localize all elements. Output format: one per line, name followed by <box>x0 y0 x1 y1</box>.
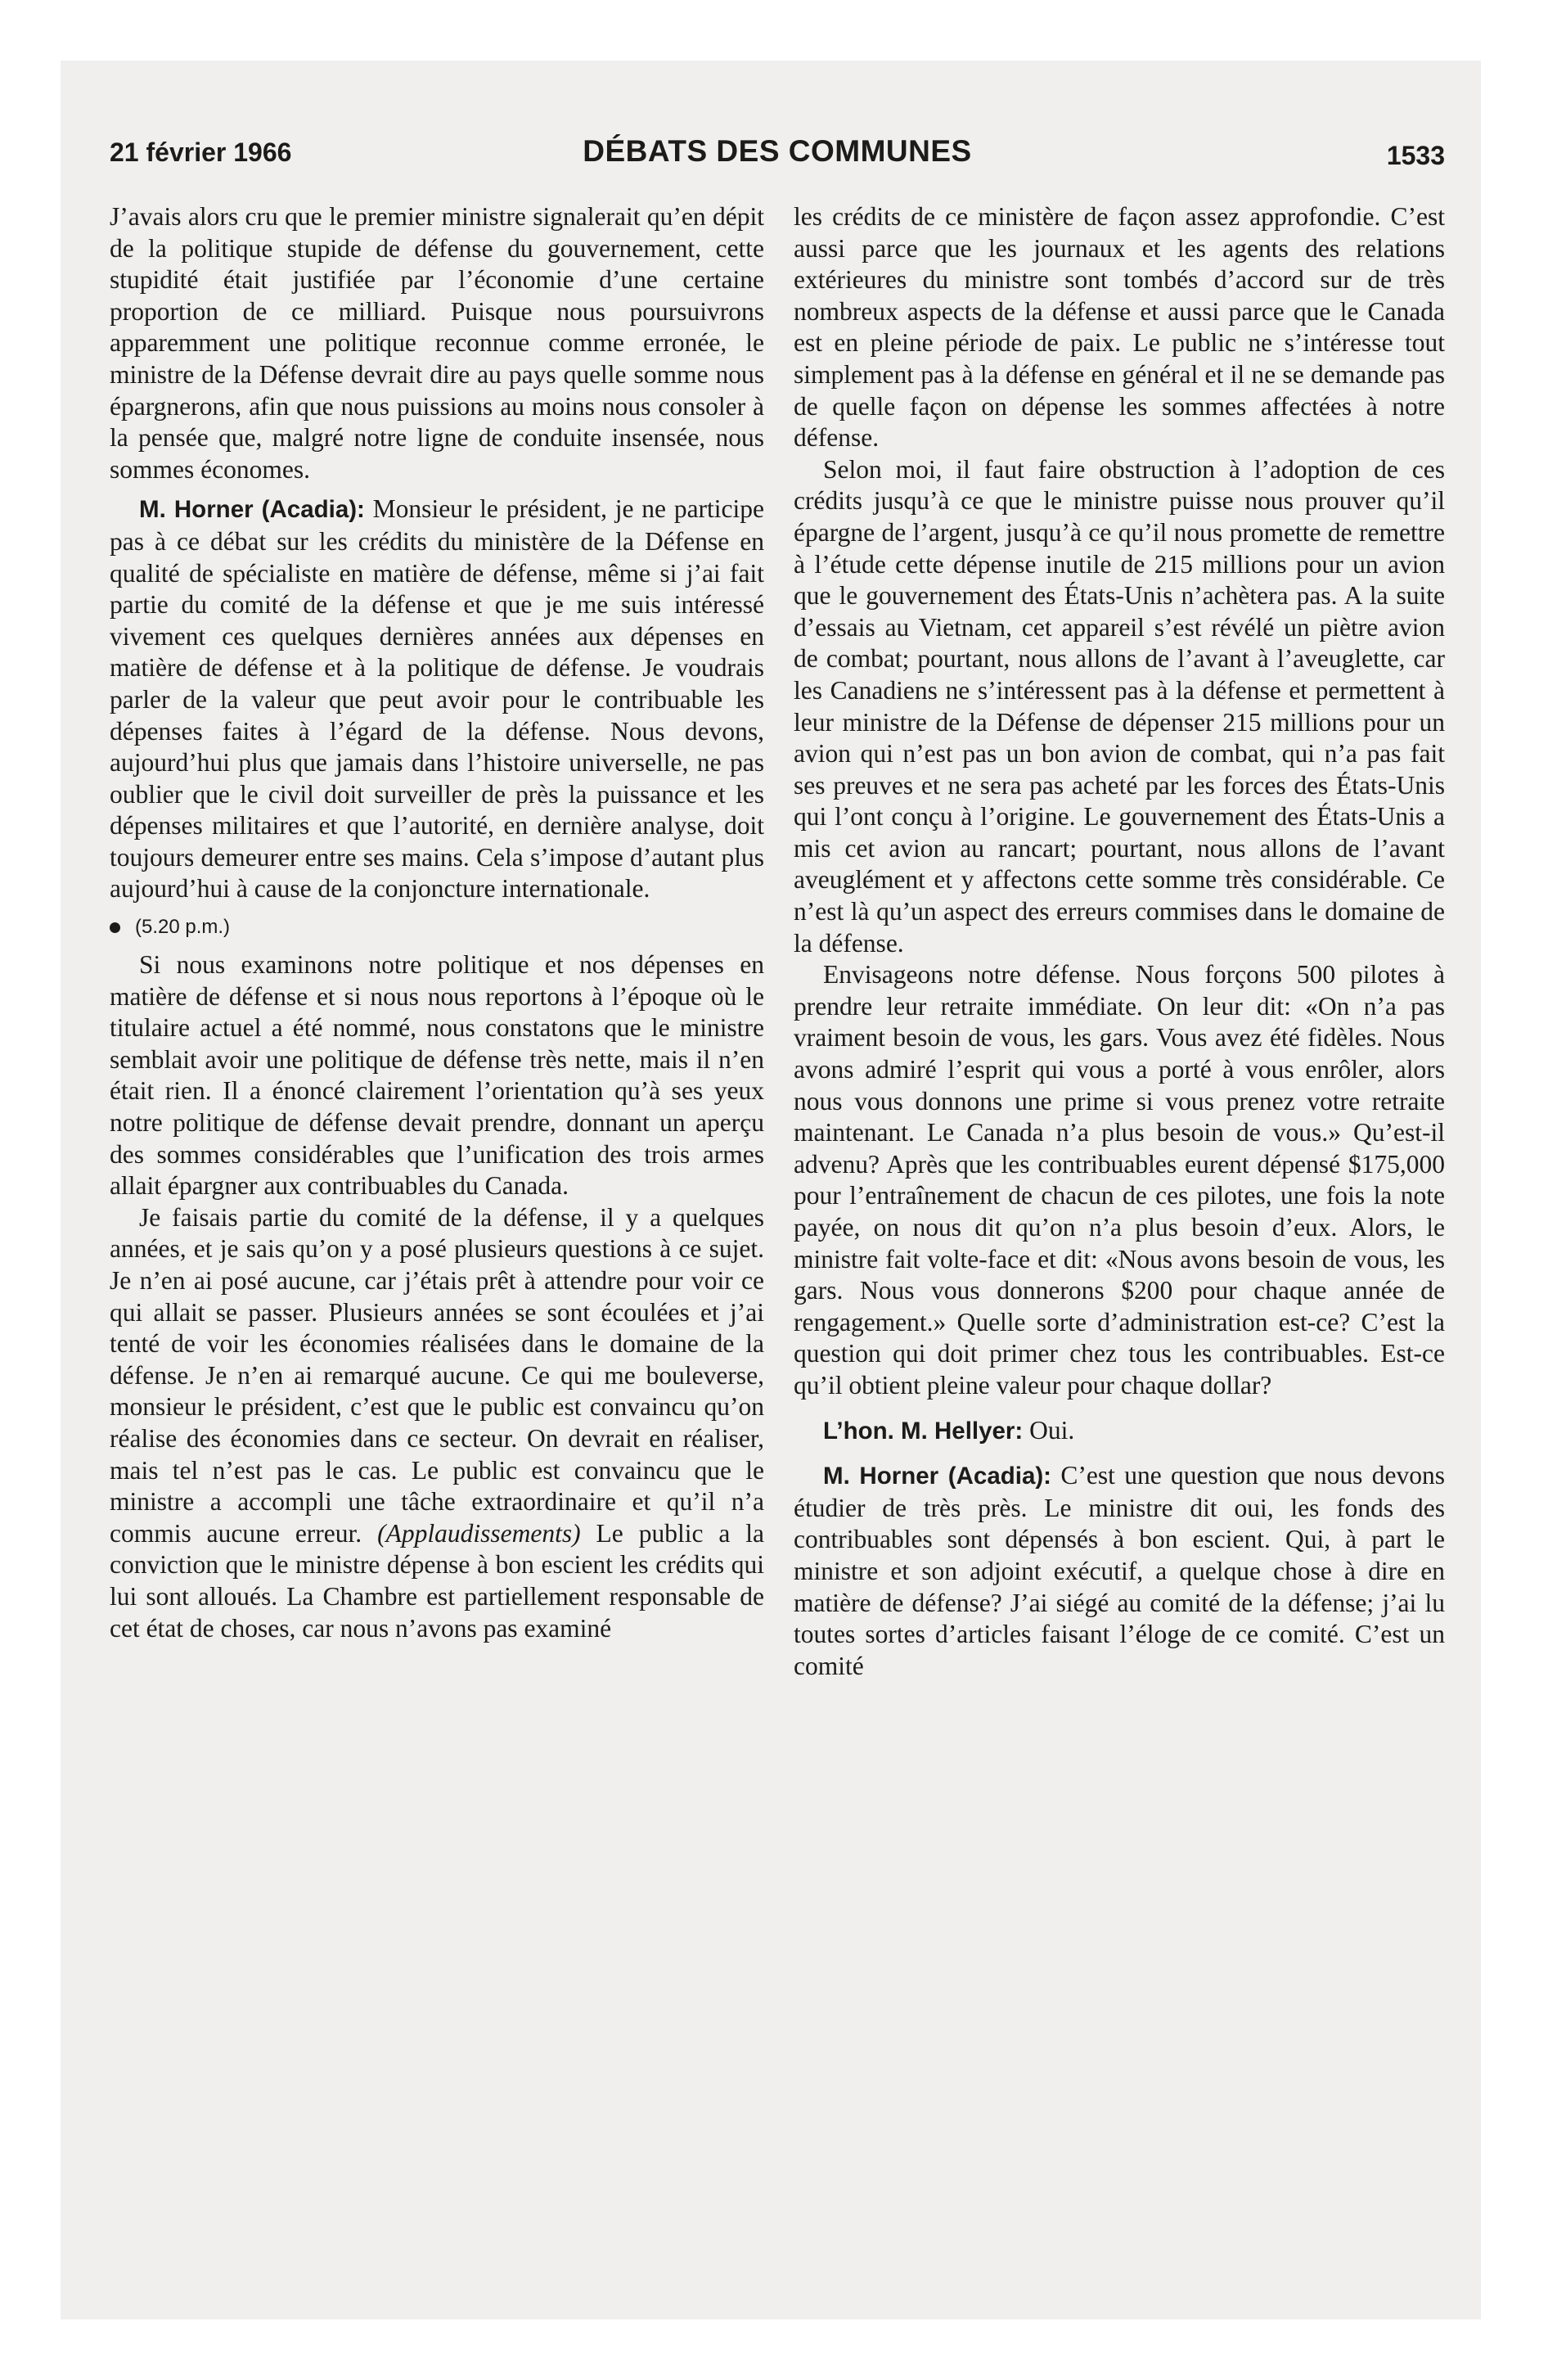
speaker-name: M. Horner (Acadia): <box>823 1463 1052 1490</box>
paragraph: Selon moi, il faut faire obstruction à l’adoption de ces crédits jusqu’à ce que le ministre puisse nous prouver qu’il épargne de l’argent, jusqu’à ce qu’il nous promette de remettre à l’étude cette dépense inutile de 215 millions pour un avion que le gouvernement des États-Unis n’achètera pas. A la suite d’essais au Vietnam, cet appareil s’est révélé un piètre avion de combat; pourtant, nous allons de l’avant à l’aveuglette, car les Canadiens ne s’intéressent pas à la défense et permettent à leur ministre de la Défense de dépenser 215 millions pour un avion qui n’est pas un bon avion de combat, qui n’a pas fait ses preuves et ne sera pas acheté par les forces des États-Unis qui l’ont conçu à l’origine. Le gouvernement des États-Unis a mis cet avion au rancart; pourtant, nous allons de l’avant aveuglément et y affectons cette somme très considérable. Ce n’est là qu’un aspect des erreurs commises dans le domaine de la défense. <box>794 454 1445 958</box>
left-column <box>110 201 764 1644</box>
speaker-name: M. Horner (Acadia): <box>139 496 365 524</box>
speech-text: C’est une question que nous devons étudier de très près. Le ministre dit oui, les fonds des contribuables sont dépensés à bon escient. Qui, à part le ministre et son adjoint exécutif, a quelque chose à dire en matière de défense? J’ai siégé au comité de la défense; j’ai lu toutes sortes d’articles faisant l’éloge de ce comité. C’est un comité <box>794 1461 1445 1680</box>
speaker-name: L’hon. M. Hellyer: <box>823 1417 1024 1445</box>
paragraph-speech <box>794 1415 1445 1448</box>
bullet-icon <box>110 922 120 933</box>
header-title: DÉBATS DES COMMUNES <box>583 134 972 168</box>
paragraph: Si nous examinons notre politique et nos dépenses en matière de défense et si nous nous reportons à l’époque où le titulaire actuel a été nommé, nous constatons que le ministre semblait avoir une politique de défense très nette, mais il n’en était rien. Il a énoncé clairement l’orientation qu’à ses yeux notre politique de défense devait prendre, donnant un aperçu des sommes considérables que l’unification des trois armes allait épargner aux contribuables du Canada. <box>110 950 764 1201</box>
speech-text: Oui. <box>1029 1415 1075 1445</box>
time-marker <box>110 913 764 941</box>
speech-text: Je faisais partie du comité de la défense, il y a quelques années, et je sais qu’on y a posé plusieurs questions à ce sujet. Je n’en ai posé aucune, car j’étais prêt à attendre pour voir ce qui allait se passer. Plusieurs années se sont écoulées et j’ai tenté de voir les économies réalisées dans le domaine de la défense. Je n’en ai remarqué aucune. Ce qui me bouleverse, monsieur le président, c’est que le public est convaincu qu’on réalise des économies dans ce secteur. On devrait en réaliser, mais tel n’est pas le cas. Le public est convaincu que le ministre a accompli une tâche extraordinaire et qu’il n’a commis aucune erreur. <box>110 1202 764 1548</box>
right-column <box>794 201 1445 1682</box>
header-date: 21 février 1966 <box>110 137 292 167</box>
speech-text: Le public a la conviction que le ministre dépense à bon escient les crédits qui lui sont alloués. La Chambre est partiellement responsable de cet état de choses, car nous n’avons pas examiné <box>110 1518 765 1643</box>
paragraph-speech <box>110 494 764 905</box>
page-header <box>110 131 1445 180</box>
paragraph: Envisageons notre défense. Nous forçons 500 pilotes à prendre leur retraite immédiate. On leur dit: «On n’a pas vraiment besoin de vous, les gars. Vous avez été fidèles. Nous avons admiré l’esprit qui vous a porté à vous enrôler, alors nous vous donnons une prime si vous prenez votre retraite maintenant. Le Canada n’a plus besoin de vous.» Qu’est-il advenu? Après que les contribuables eurent dépensé $175,000 pour l’entraînement de chacun de ces pilotes, une fois la note payée, on nous dit qu’on n’a plus besoin d’eux. Alors, le ministre fait volte-face et dit: «Nous avons besoin de vous, les gars. Nous vous donnerons $200 pour chaque année de rengagement.» Quelle sorte d’administration est-ce? C’est la question qui doit primer chez tous les contribuables. Est-ce qu’il obtient pleine valeur pour chaque dollar? <box>794 960 1445 1400</box>
paragraph-speech <box>794 1460 1445 1682</box>
paragraph: les crédits de ce ministère de façon assez approfondie. C’est aussi parce que les journaux et les agents des relations extérieures du ministre sont tombés d’accord sur de très nombreux aspects de la défense et aussi parce que le Canada est en pleine période de paix. Le public ne s’intéresse tout simplement pas à la défense en général et il ne se demande pas de quelle façon on dépense les sommes affectées à notre défense. <box>794 202 1445 453</box>
paragraph <box>110 1202 764 1644</box>
time-stamp: (5.20 p.m.) <box>135 915 231 938</box>
speech-text: Monsieur le président, je ne participe pas à ce débat sur les crédits du ministère de la Défense en qualité de spécialiste en matière de défense, même si j’ai fait partie du comité de la défense et que je me suis intéressé vivement ces quelques dernières années aux dépenses en matière de défense et à la politique de défense. Je voudrais parler de la valeur que peut avoir pour le contribuable les dépenses faites à l’égard de la défense. Nous devons, aujourd’hui plus que jamais dans l’histoire universelle, ne pas oublier que le civil doit surveiller de près la puissance et les dépenses militaires et que l’autorité, en dernière analyse, doit toujours demeurer entre ses mains. Cela s’impose d’autant plus aujourd’hui à cause de la conjoncture internationale. <box>110 494 765 904</box>
paragraph: J’avais alors cru que le premier ministre signalerait qu’en dépit de la politique stupide de défense du gouvernement, cette stupidité était justifiée par l’économie d’une certaine proportion de ce milliard. Puisque nous poursuivrons apparemment une politique reconnue comme erronée, le ministre de la Défense devrait dire au pays quelle somme nous épargnerons, afin que nous puissions au moins nous consoler à la pensée que, malgré notre ligne de conduite insensée, nous sommes économes. <box>110 202 764 484</box>
applause-note: (Applaudissements) <box>377 1518 581 1548</box>
page-number: 1533 <box>1386 141 1445 170</box>
